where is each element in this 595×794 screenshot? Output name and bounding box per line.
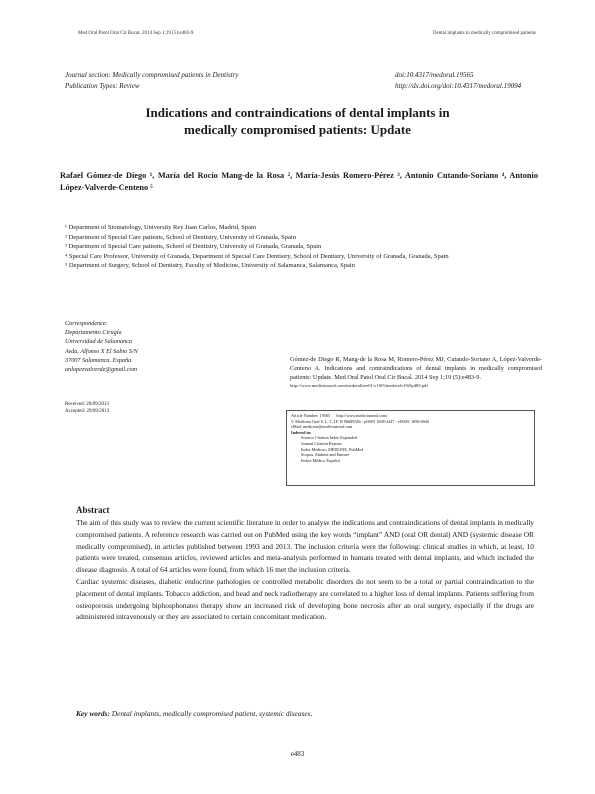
journal-meta (65, 70, 239, 92)
correspondence-label: Correspondence: (65, 320, 108, 327)
correspondence (65, 319, 138, 374)
title-line-2: medically compromised patients: Update (184, 122, 411, 137)
received-date: Received: 20/09/2013 (65, 402, 110, 407)
page-number: e483 (290, 750, 305, 758)
affiliation-item: ⁵ Department of Surgery, School of Dentistry, Faculty of Medicine, University of Salamanca, Salamanca, Spain (65, 262, 355, 270)
accepted-date: Accepted: 29/09/2013 (65, 409, 110, 414)
journal-email[interactable]: eMail: medicina@medicinaoral.com (291, 424, 353, 430)
indexed-in-label: Indexed in: (291, 429, 312, 435)
journal-section: Journal section: Medically compromised patients in Dentistry (65, 71, 239, 79)
keywords-text: Dental implants, medically compromised patient, systemic diseases. (111, 709, 313, 718)
index-item: Scopus, Embase and Emcare (301, 452, 350, 458)
dates (65, 401, 109, 415)
correspondence-line: Departamento Cirugía (65, 329, 122, 337)
article-title (60, 104, 535, 138)
doi-block (395, 70, 521, 92)
citation-block (290, 355, 542, 390)
affiliation-item: ³ Department of Special Care patients, School of Dentistry, University of Granada, Granada, Spain (65, 243, 322, 251)
doi-url[interactable]: http://dx.doi.org/doi:10.4317/medoral.19094 (395, 82, 522, 90)
keywords-label: Key words: (76, 709, 110, 718)
correspondence-line: Avda. Alfonso X El Sabio S/N (65, 347, 138, 355)
running-header-title: Dental implants in medically compromised patients (432, 31, 536, 36)
affiliation-item: ⁴ Special Care Professor, University of Granada, Department of Special Care Dentistry, School of Dentistry, University of Granada, Granada, Spain (65, 252, 449, 260)
correspondence-email[interactable]: anlopezvalverde@gmail.com (65, 366, 137, 374)
abstract-heading: Abstract (76, 505, 110, 515)
affiliation-item: ² Department of Special Care patients, School of Dentistry, University of Granada, Spain (65, 233, 296, 241)
affiliations (65, 223, 543, 271)
index-item: Index Medicus, MEDLINE, PubMed (301, 446, 364, 452)
abstract-paragraph-2: Cardiac systemic diseases, diabetic endocrine pathologies or controlled metabolic disorders do not seem to be a total or partial contraindication to the placement of dental implants. Tobacco addiction, and head and neck radiotherapy are correlated to a higher loss of dental implants. Patients suffering from osteoporosis undergoing biphosphonates therapy show an increased risk of developing bone necrosis after an oral surgery, especially if the drugs are administered intravenously or they are associated to certain concomitant medication. (76, 576, 534, 622)
author-list: Rafael Gómez-de Diego ¹, María del Rocío Mang-de la Rosa ², María-Jesús Romero-Pérez ³, Antonio Cutando-Soriano ⁴, Antonio López-Valverde-Centeno ⁵ (60, 171, 538, 192)
keywords (76, 708, 534, 719)
correspondence-line: 37007 Salamanca. España (65, 356, 132, 364)
article-number: Article Number: 19565 (291, 413, 331, 418)
abstract-paragraph-1: The aim of this study was to review the current scientific literature in order to analyse the indications and contraindications of dental implants in medically compromised patients. A reference research was carried out on PubMed using the key words “implant” AND (oral OR dental) AND (systemic disease OR medically compromised), in articles published between 1993 and 2013. The inclusion criteria were the following: clinical studies in which, at least, 10 patients were treated, consensus articles, reviewed articles and meta-analysis performed in humans treated with dental implants, and which included the disease diagnosis. A total of 64 articles were found, from which 16 met the inclusion criteria. (76, 518, 534, 575)
journal-website[interactable]: http://www.medicinaoral.com/ (336, 413, 388, 418)
title-line-1: Indications and contraindications of dental implants in (145, 105, 450, 120)
abstract-section (76, 505, 534, 623)
index-item: Journal Citation Reports (301, 440, 342, 446)
running-header-citation: Med Oral Patol Oral Cir Bucal. 2014 Sep 1;19 (5):e483-9. (78, 31, 195, 36)
affiliation-item: ¹ Department of Stomatology, University Rey Juan Carlos, Madrid, Spain (65, 224, 257, 231)
article-info-box (286, 410, 535, 486)
publication-type: Publication Types: Review (65, 82, 140, 90)
index-item: Science Citation Index Expanded (301, 435, 357, 441)
correspondence-line: Universidad de Salamanca (65, 338, 133, 346)
copyright: © Medicina Oral S. L. C.I.F. B 96689336 - pISSN 1698-4447 - eISSN: 1698-6946 (291, 418, 430, 424)
index-item: Indice Médico Español (301, 457, 340, 463)
citation-text: Gómez-de Diego R, Mang-de la Rosa M, Romero-Pérez MJ, Cutando-Soriano A, López-Valverde-Centeno A. Indications and contraindications of dental implants in medically compromised patients: Update. Med Oral Patol Oral Cir Bucal. 2014 Sep 1;19 (5):e483-9. (290, 356, 542, 381)
doi: doi:10.4317/medoral.19565 (395, 71, 474, 79)
citation-url[interactable]: http://www.medicinaoral.com/medoralfree01/v19i5/medoralv19i5p483.pdf (290, 383, 428, 388)
